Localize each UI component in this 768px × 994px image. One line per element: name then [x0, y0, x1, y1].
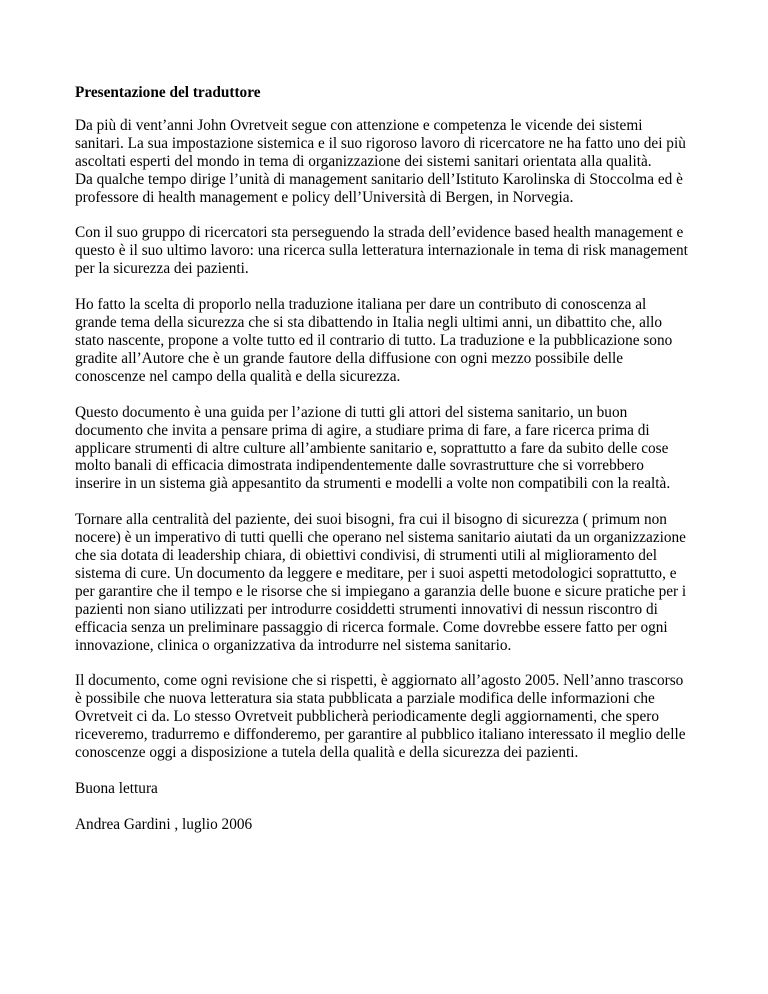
paragraph-research-group [75, 224, 705, 278]
paragraph-line: professore di health management e policy dell’Università di Bergen, in Norvegia. [75, 188, 574, 206]
paragraph-line: sanitari. La sua impostazione sistemica e il suo rigoroso lavoro di ricercatore ne ha fatto uno dei più [75, 134, 686, 152]
paragraph-translation-choice [75, 296, 705, 386]
paragraph-line: Con il suo gruppo di ricercatori sta perseguendo la strada dell’evidence based health management e [75, 224, 684, 242]
paragraph-line: questo è il suo ultimo lavoro: una ricerca sulla letteratura internazionale in tema di risk management [75, 242, 688, 260]
paragraph-line: documento che invita a pensare prima di agire, a studiare prima di fare, a fare ricerca prima di [75, 421, 650, 439]
paragraph-line: inserire in un sistema già appesantito da strumenti e modelli a volte non compatibili con la realtà. [75, 475, 671, 493]
paragraph-line: è possibile che nuova letteratura sia stata pubblicata a parziale modifica delle informazioni che [75, 690, 655, 708]
paragraph-line: innovazione, clinica o organizzativa da introdurre nel sistema sanitario. [75, 636, 512, 654]
paragraph-line: stato nascente, propone a volte tutto ed il contrario di tutto. La traduzione e la pubblicazione sono [75, 331, 673, 349]
closing-greeting [75, 780, 705, 798]
paragraph-line: Ho fatto la scelta di proporlo nella traduzione italiana per dare un contributo di conoscenza al [75, 296, 647, 314]
paragraph-line: molto banali di efficacia dimostrata indipendentemente dalle sovrastrutture che si vorrebbero [75, 457, 644, 475]
paragraph-line: per garantire che il tempo e le risorse che si impiegano a garanzia delle buone e sicure pratiche per i [75, 582, 687, 600]
paragraph-line: ascoltati esperti del mondo in tema di organizzazione dei sistemi sanitari orientata alla qualità. [75, 152, 652, 170]
paragraph-line: Il documento, come ogni revisione che si rispetti, è aggiornato all’agosto 2005. Nell’anno trascorso [75, 672, 684, 690]
paragraph-line: Da più di vent’anni John Ovretveit segue con attenzione e competenza le vicende dei sistemi [75, 116, 643, 134]
signature-line [75, 816, 705, 834]
paragraph-line: che sia dotata di leadership chiara, di obiettivi condivisi, di strumenti utili al miglioramento del [75, 547, 657, 565]
paragraph-line: pazienti non siano utilizzati per introdurre cosiddetti strumenti innovativi di nessun riscontro di [75, 600, 658, 618]
paragraph-translator-intro [75, 117, 705, 207]
signature-text: Andrea Gardini , luglio 2006 [75, 815, 253, 833]
document-page [75, 84, 705, 852]
paragraph-line: conoscenze nel campo della qualità e della sicurezza. [75, 367, 401, 385]
paragraph-line: Ovretveit ci da. Lo stesso Ovretveit pubblicherà periodicamente degli aggiornamenti, che spero [75, 708, 660, 726]
paragraph-revision-date [75, 672, 705, 762]
paragraph-line: Questo documento è una guida per l’azione di tutti gli attori del sistema sanitario, un buon [75, 403, 628, 421]
paragraph-line: gradite all’Autore che è un grande fautore della diffusione con ogni mezzo possibile delle [75, 349, 624, 367]
paragraph-guide [75, 404, 705, 494]
closing-line: Buona lettura [75, 780, 158, 797]
paragraph-line: nocere) è un imperativo di tutti quelli che operano nel sistema sanitario aiutati da un organizzazione [75, 529, 686, 547]
paragraph-line: efficacia senza un preliminare passaggio di ricerca formale. Come dovrebbe essere fatto per ogni [75, 618, 668, 636]
document-title: Presentazione del traduttore [75, 84, 261, 101]
paragraph-line: riceveremo, tradurremo e diffonderemo, per garantire al pubblico italiano interessato il meglio delle [75, 726, 686, 744]
paragraph-line: conoscenze oggi a disposizione a tutela della qualità e della sicurezza dei pazienti. [75, 744, 579, 762]
paragraph-line: Da qualche tempo dirige l’unità di management sanitario dell’Istituto Karolinska di Stoccolma ed è [75, 170, 683, 188]
paragraph-line: Tornare alla centralità del paziente, dei suoi bisogni, fra cui il bisogno di sicurezza ( primum non [75, 511, 667, 529]
paragraph-patient-centrality [75, 511, 705, 654]
paragraph-line: applicare strumenti di altre culture all’ambiente sanitario e, soprattutto a fare da subito delle cose [75, 439, 669, 457]
paragraph-line: per la sicurezza dei pazienti. [75, 260, 249, 278]
paragraph-line: sistema di cure. Un documento da leggere e meditare, per i suoi aspetti metodologici soprattutto, e [75, 564, 677, 582]
paragraph-line: grande tema della sicurezza che si sta dibattendo in Italia negli ultimi anni, un dibattito che, allo [75, 314, 663, 332]
